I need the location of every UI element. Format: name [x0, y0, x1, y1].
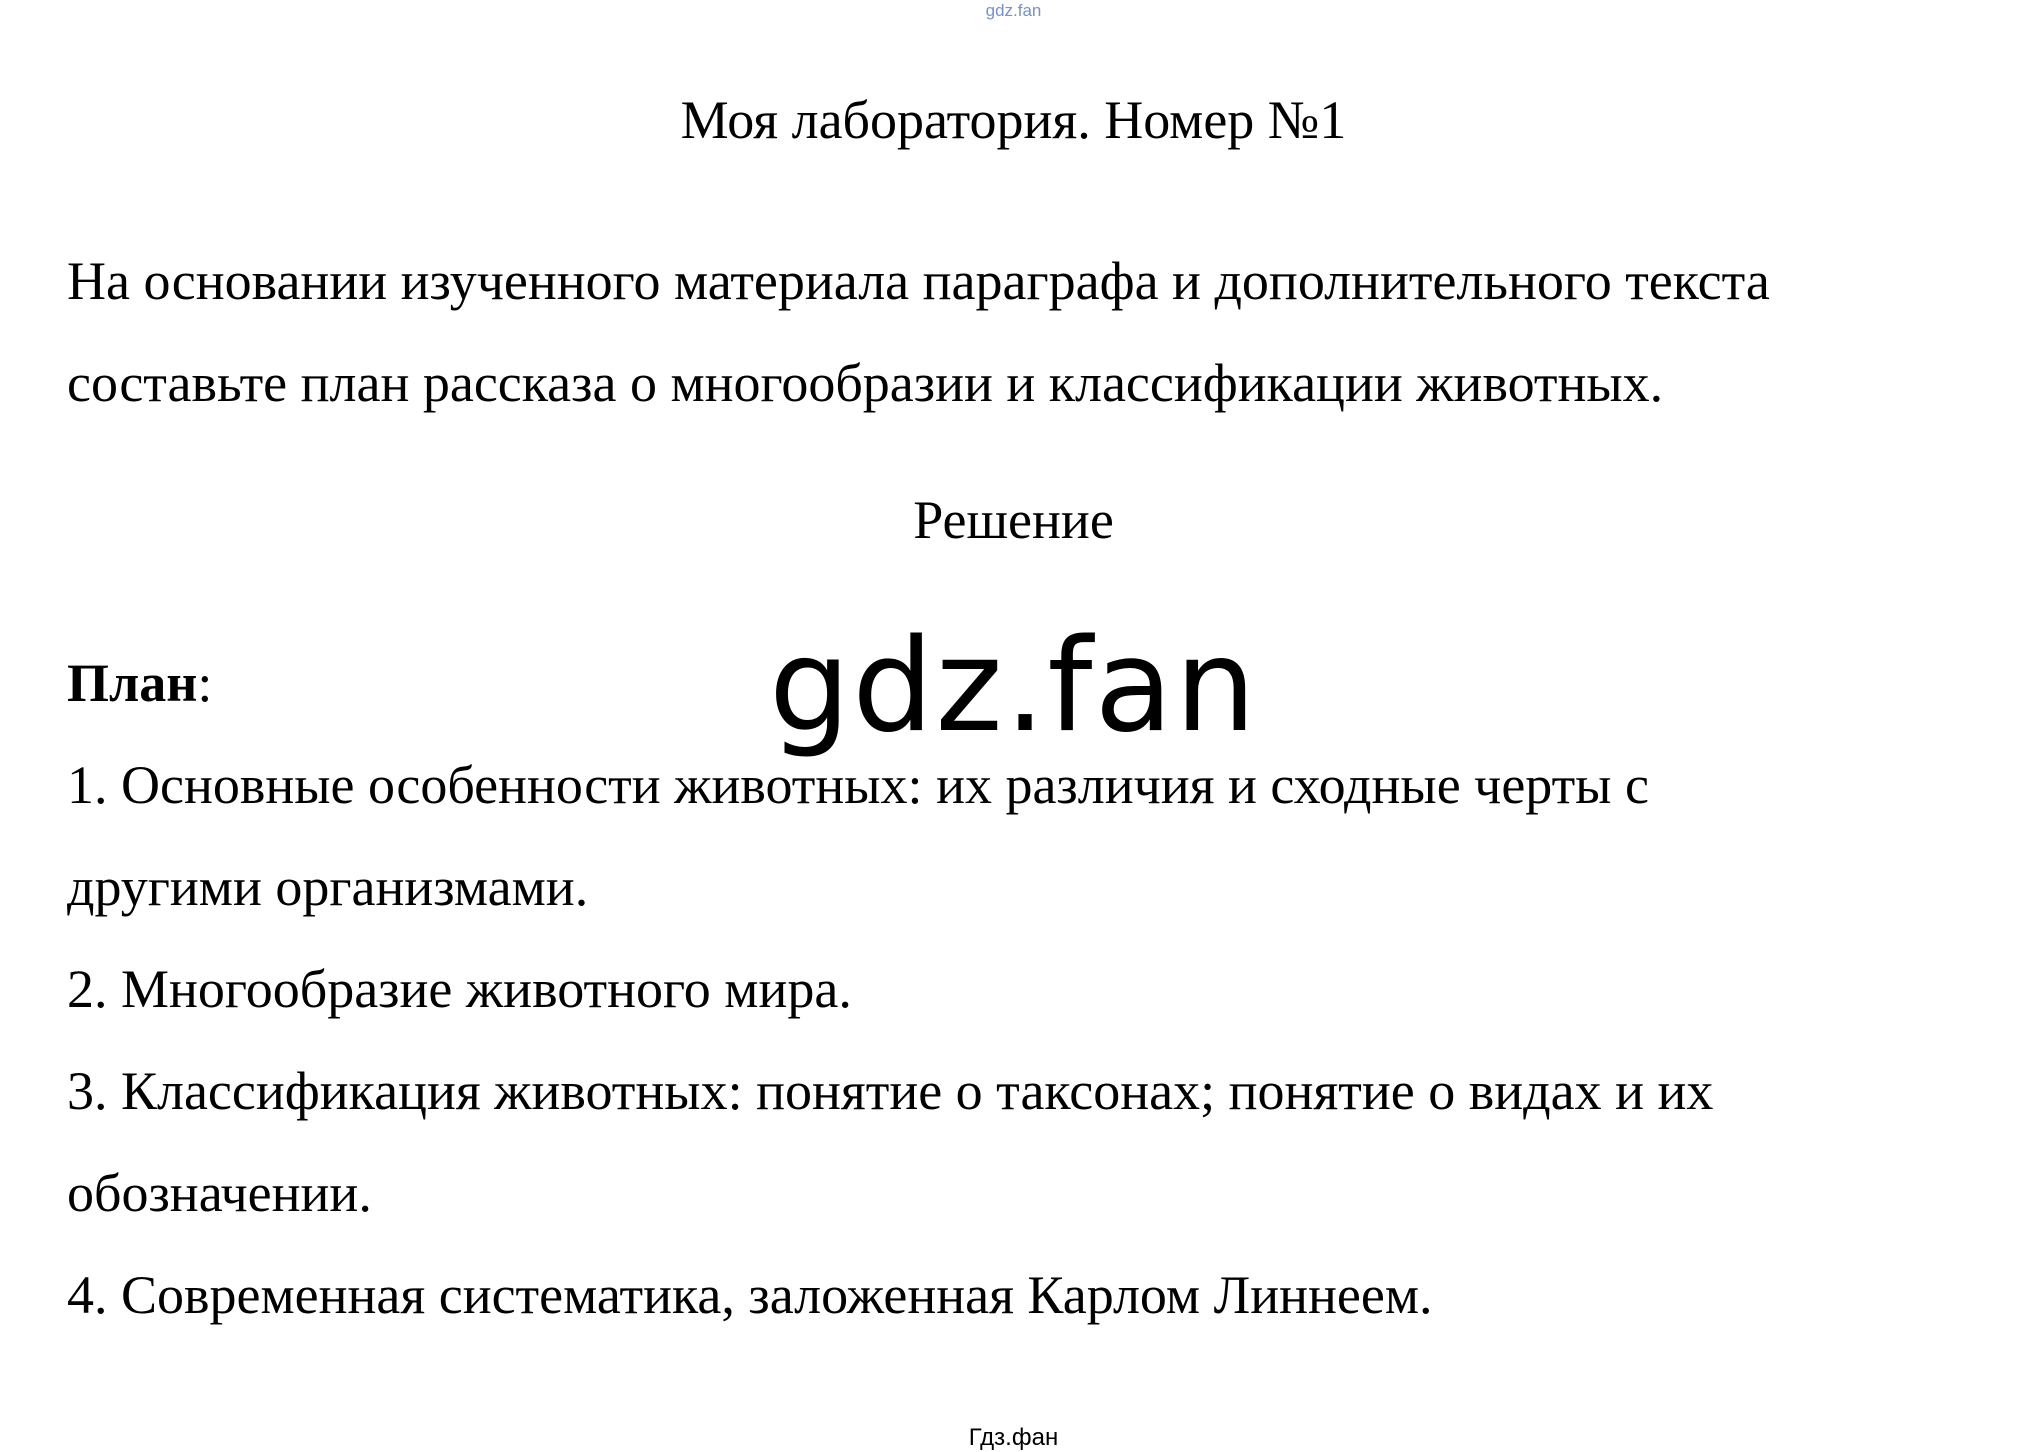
task-line-1: На основании изученного материала параграфа и дополнительного текста [67, 251, 1770, 311]
plan-item-2: 2. Многообразие животного мира. [67, 959, 852, 1019]
plan-colon: : [197, 653, 213, 713]
plan-item-1-line-2: другими организмами. [67, 857, 589, 917]
task-text [67, 230, 1987, 434]
center-watermark: gdz.fan [769, 612, 1258, 761]
plan-item-3-line-2: обозначении. [67, 1163, 372, 1223]
footer-text: Гдз.фан [968, 1424, 1059, 1451]
solution-heading: Решение [913, 490, 1114, 550]
plan-label: План [67, 653, 198, 713]
task-line-2: составьте план рассказа о многообразии и классификации животных. [67, 353, 1664, 413]
plan-section [67, 632, 1987, 1346]
plan-item-1-line-1: 1. Основные особенности животных: их различия и сходные черты с [67, 755, 1649, 815]
plan-item-3-line-1: 3. Классификация животных: понятие о таксонах; понятие о видах и их [67, 1061, 1714, 1121]
plan-item-4: 4. Современная систематика, заложенная Карлом Линнеем. [67, 1265, 1433, 1325]
page-title: Моя лаборатория. Номер №1 [680, 90, 1347, 150]
top-watermark: gdz.fan [985, 1, 1042, 20]
plan-heading [67, 632, 1987, 734]
